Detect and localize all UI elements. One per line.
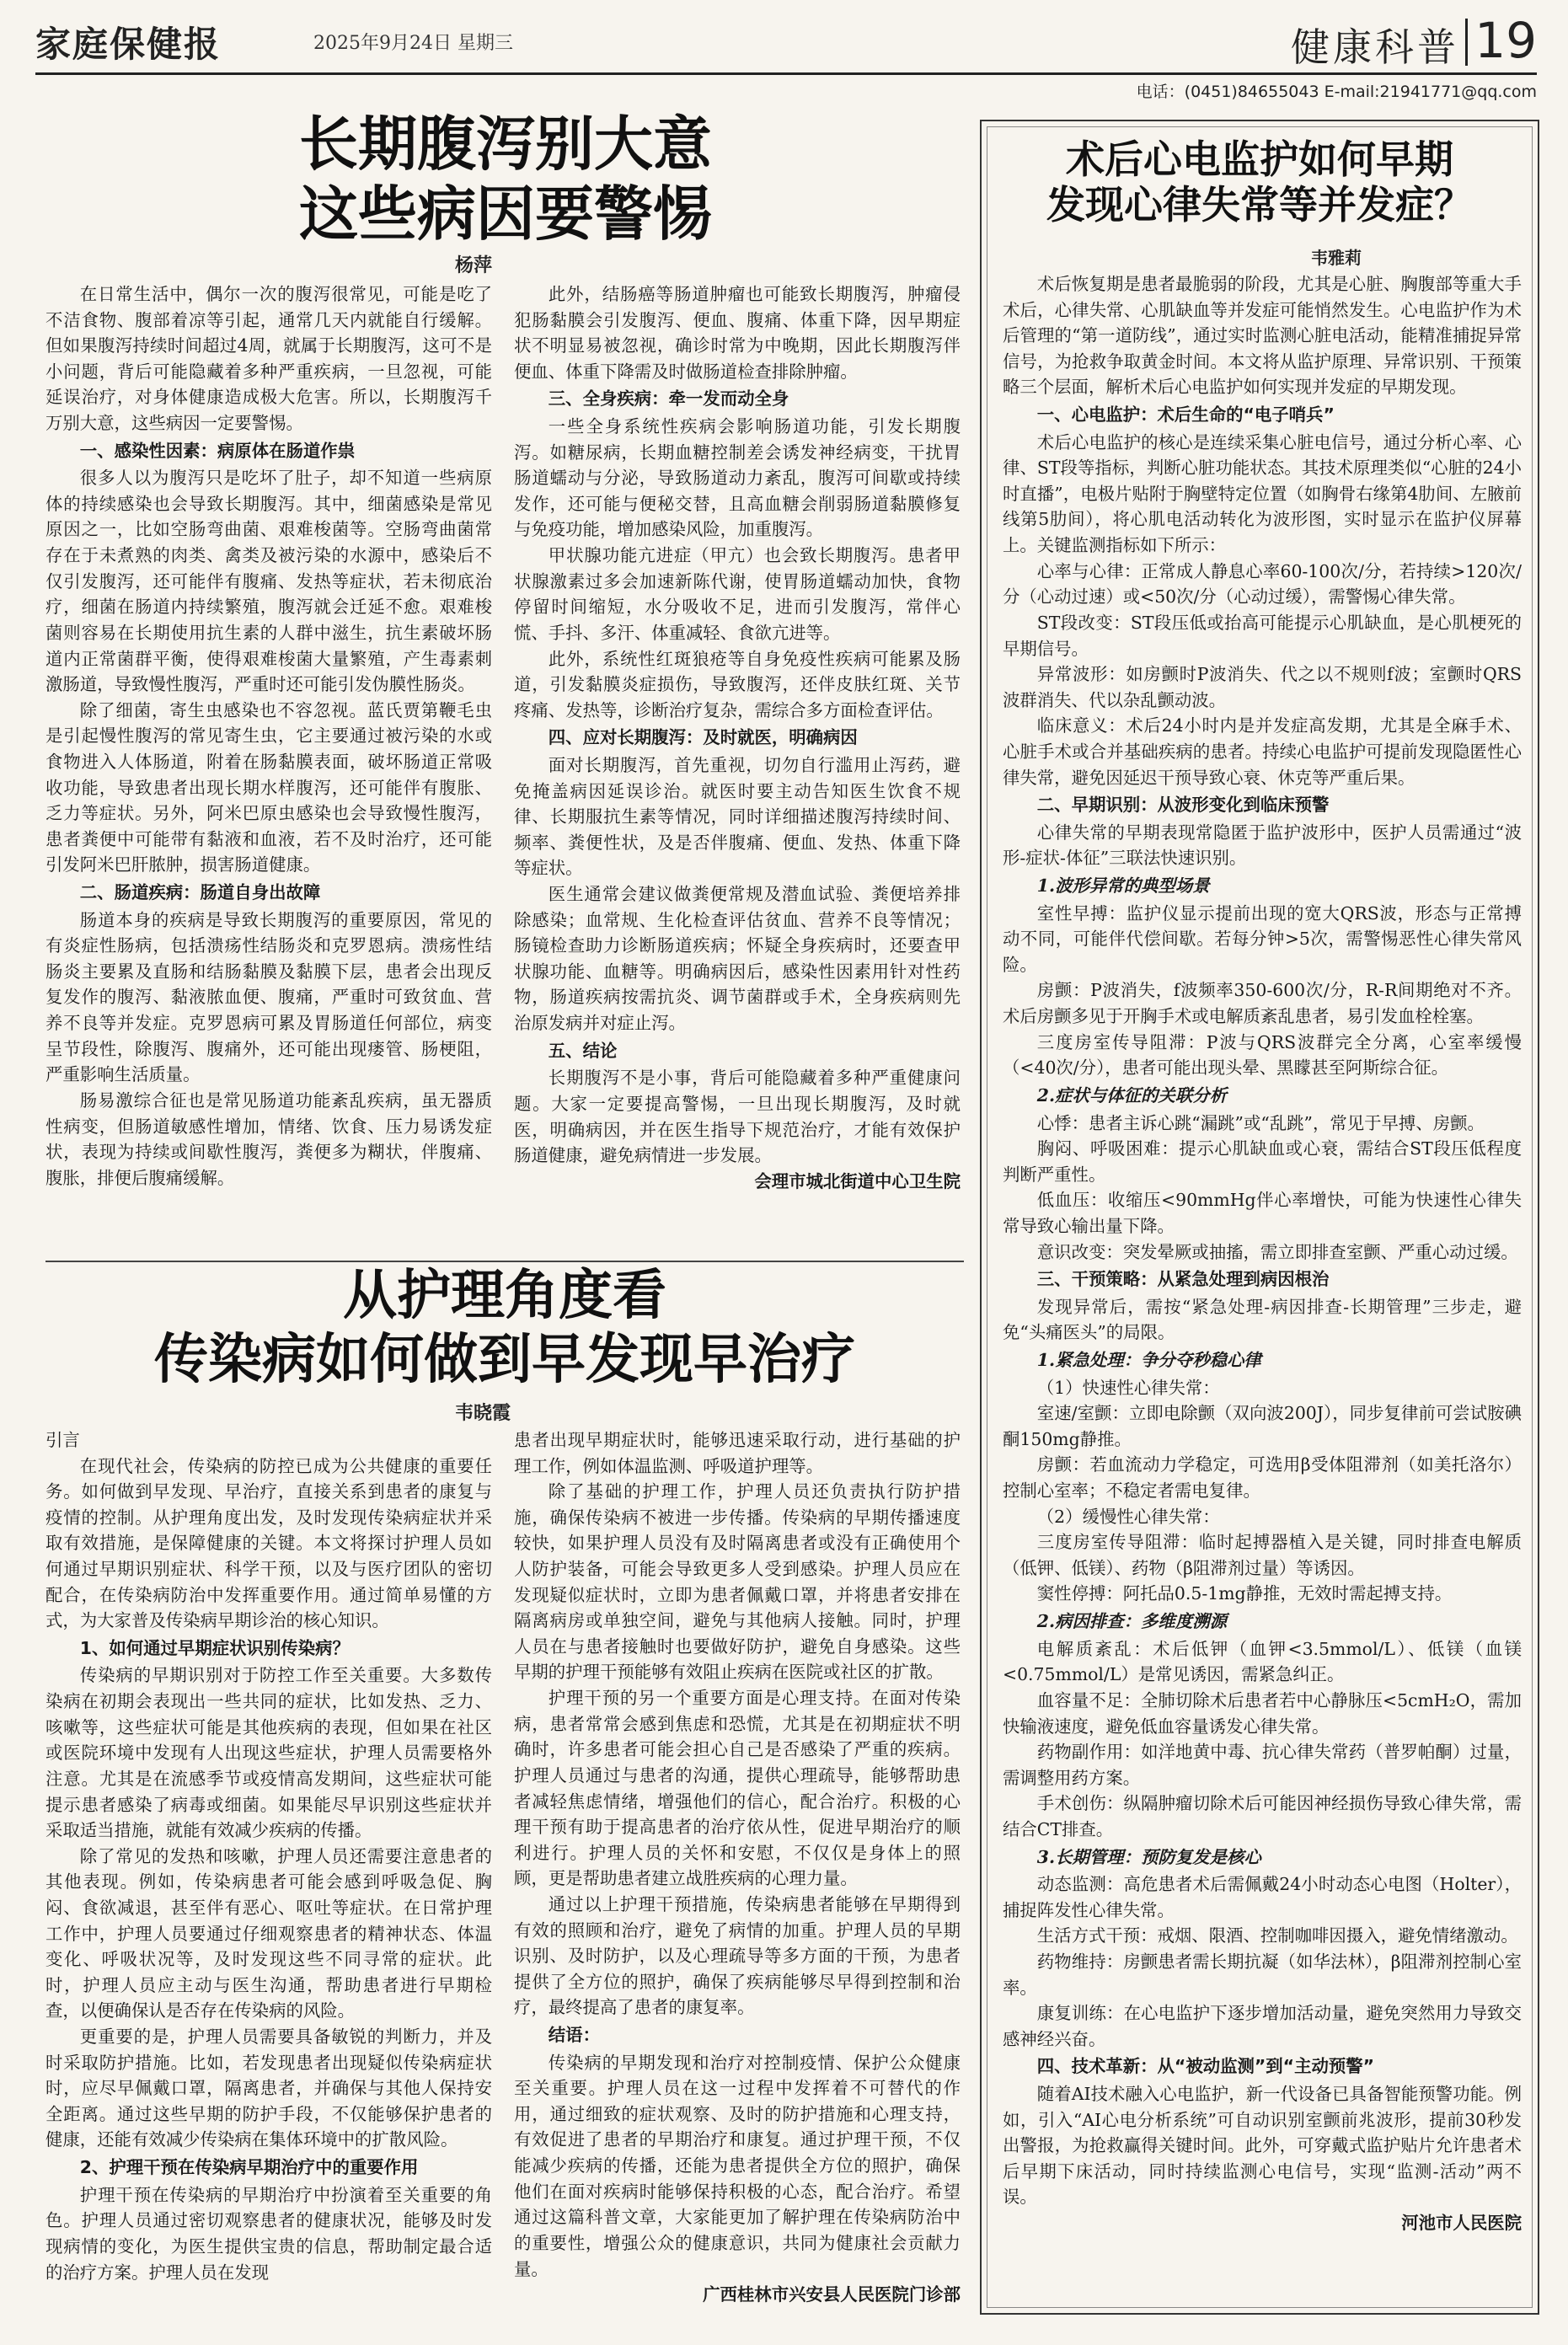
paragraph: 更重要的是，护理人员需要具备敏锐的判断力，并及时采取防护措施。比如，若发现患者出现疑似传染病症状时，应尽早佩戴口罩，隔离患者，并确保与其他人保持安全距离。通过这些早期的防护手段，不仅能够保护患者的健康，还能有效减少传染病在集体环境中的扩散风险。 — [45, 2026, 492, 2150]
paragraph: 生活方式干预：戒烟、限酒、控制咖啡因摄入，避免情绪激动。 — [1036, 1925, 1518, 1946]
paragraph: （1）快速性心律失常： — [1036, 1377, 1220, 1398]
article1-title-line1: 长期腹泻别大意 — [299, 109, 712, 179]
article2-body — [45, 1427, 961, 2321]
paragraph: 意识改变：突发晕厥或抽搐，需立即排查室颤、严重心动过缓。 — [1036, 1241, 1518, 1262]
paragraph: 护理干预在传染病的早期治疗中扮演着至关重要的角色。护理人员通过密切观察患者的健康状况，能够及时发现病情的变化，为医生提供宝贵的信息，帮助制定最合适的治疗方案。护理人员在发现 — [45, 2184, 492, 2283]
paragraph: 面对长期腹泻，首先重视，切勿自行滥用止泻药，避免掩盖病因延误诊治。就医时要主动告知医生饮食不规律、长期服抗生素等情况，同时详细描述腹泻持续时间、频率、粪便性状，及是否伴腹痛、便血、发热、体重下降等症状。 — [514, 754, 961, 879]
article1-column-2 — [514, 281, 961, 1259]
subsection-heading: 3.长期管理：预防复发是核心 — [1036, 1846, 1261, 1867]
article1-header — [84, 110, 927, 249]
paragraph: 心悸：患者主诉心跳“漏跳”或“乱跳”，常见于早搏、房颤。 — [1036, 1112, 1485, 1133]
paragraph: 三度房室传导阻滞：P波与QRS波群完全分离，心室率缓慢（<40次/分），患者可能出现头晕、黑矇甚至阿斯综合征。 — [1003, 1031, 1522, 1079]
author-affiliation: 河池市人民医院 — [1401, 2213, 1522, 2234]
paragraph: 胸闷、呼吸困难：提示心肌缺血或心衰，需结合ST段压低程度判断严重性。 — [1003, 1138, 1522, 1185]
section-heading: 四、应对长期腹泻：及时就医，明确病因 — [548, 727, 858, 748]
article3-column — [1003, 271, 1522, 2302]
article1-column-1 — [45, 281, 492, 1259]
paragraph: 引言 — [45, 1430, 80, 1450]
paragraph: 心律失常的早期表现常隐匿于监护波形中，医护人员需通过“波形-症状-体征”三联法快速识别。 — [1003, 822, 1522, 869]
paragraph: 动态监测：高危患者术后需佩戴24小时动态心电图（Holter），捕捉阵发性心律失常。 — [1003, 1874, 1522, 1920]
author-affiliation: 会理市城北街道中心卫生院 — [754, 1170, 961, 1191]
article3-body — [1003, 271, 1522, 2302]
paragraph: ST段改变：ST段压低或抬高可能提示心肌缺血，是心肌梗死的早期信号。 — [1003, 612, 1522, 659]
paragraph: 护理干预的另一个重要方面是心理支持。在面对传染病，患者常常会感到焦虑和恐慌，尤其是在初期症状不明确时，许多患者可能会担心自己是否感染了严重的疾病。护理人员通过与患者的沟通，提供心理疏导，能够帮助患者减轻焦虑情绪，增强他们的信心，配合治疗。积极的心理干预有助于提高患者的治疗依从性，促进早期治疗的顺利进行。护理人员的关怀和安慰，不仅仅是身体上的照顾，更是帮助患者建立战胜疾病的心理力量。 — [514, 1688, 961, 1889]
page-number: 19 — [1474, 12, 1537, 69]
paragraph: 窦性停搏：阿托品0.5-1mg静推，无效时需起搏支持。 — [1036, 1583, 1453, 1604]
paragraph: 血容量不足：全肺切除术后患者若中心静脉压<5cmH₂O，需加快输液速度，避免低血容量诱发心律失常。 — [1003, 1689, 1522, 1737]
article1-title-line2: 这些病因要警惕 — [299, 178, 712, 249]
article2-column-1 — [45, 1427, 492, 2321]
article2-author: 韦晓霞 — [455, 1402, 511, 1424]
header-rule — [35, 72, 1537, 75]
paragraph: 传染病的早期识别对于防控工作至关重要。大多数传染病在初期会表现出一些共同的症状，比如发热、乏力、咳嗽等，这些症状可能是其他疾病的表现，但如果在社区或医院环境中发现有人出现这些症状，护理人员需要格外注意。尤其是在流感季节或疫情高发期间，这些症状可能提示患者感染了病毒或细菌。如果能尽早识别这些症状并采取适当措施，就能有效减少疾病的传播。 — [45, 1665, 492, 1841]
contact-info: 电话：(0451)84655043 E-mail:21941771@qq.com — [1136, 83, 1537, 101]
paragraph: 一些全身系统性疾病会影响肠道功能，引发长期腹泻。如糖尿病，长期血糖控制差会诱发神经病变，干扰胃肠道蠕动与分泌，导致肠道动力紊乱，腹泻可间歇或持续发作，还可能与便秘交替，且高血糖会削弱肠道黏膜修复与免疫功能，增加感染风险，加重腹泻。 — [514, 416, 961, 540]
paragraph: 电解质紊乱：术后低钾（血钾<3.5mmol/L）、低镁（血镁<0.75mmol/L）是常见诱因，需紧急纠正。 — [1003, 1638, 1522, 1685]
paragraph: 房颤：P波消失，f波频率350-600次/分，R-R间期绝对不齐。术后房颤多见于开胸手术或电解质紊乱患者，易引发血栓栓塞。 — [1003, 980, 1522, 1027]
paragraph: 通过以上护理干预措施，传染病患者能够在早期得到有效的照顾和治疗，避免了病情的加重。护理人员的早期识别、及时防护，以及心理疏导等多方面的干预，为患者提供了全方位的照护，确保了疾病能够尽早得到控制和治疗，最终提高了患者的康复率。 — [514, 1893, 961, 2018]
paragraph: 长期腹泻不是小事，背后可能隐藏着多种严重健康问题。大家一定要提高警惕，一旦出现长期腹泻，及时就医，明确病因，并在医生指导下规范治疗，才能有效保护肠道健康，避免病情进一步发展。 — [514, 1068, 961, 1166]
paragraph: 药物维持：房颤患者需长期抗凝（如华法林），β阻滞剂控制心室率。 — [1003, 1951, 1522, 1998]
paragraph: 传染病的早期发现和治疗对控制疫情、保护公众健康至关重要。护理人员在这一过程中发挥着不可替代的作用，通过细致的症状观察、及时的防护措施和心理支持，有效促进了患者的早期治疗和康复。通过护理干预，不仅能减少疾病的传播，还能为患者提供全方位的照护，确保他们在面对疾病时能够保持积极的心态，配合治疗。希望通过这篇科普文章，大家能更加了解护理在传染病防治中的重要性，增强公众的健康意识，共同为健康社会贡献力量。 — [514, 2052, 961, 2279]
paragraph: 此外，系统性红斑狼疮等自身免疫性疾病可能累及肠道，引发黏膜炎症损伤，导致腹泻，还伴皮肤红斑、关节疼痛、发热等，诊断治疗复杂，需综合多方面检查评估。 — [514, 648, 961, 720]
paragraph: 除了细菌，寄生虫感染也不容忽视。蓝氏贾第鞭毛虫是引起慢性腹泻的常见寄生虫，它主要通过被污染的水或食物进入人体肠道，附着在肠黏膜表面，破坏肠道正常吸收功能，导致患者出现长期水样腹泻，还可能伴有腹胀、乏力等症状。另外，阿米巴原虫感染也会导致慢性腹泻，患者粪便中可能带有黏液和血液，若不及时治疗，还可能引发阿米巴肝脓肿，损害肠道健康。 — [45, 699, 492, 875]
paragraph: 房颤：若血流动力学稳定，可选用β受体阻滞剂（如美托洛尔）控制心室率；不稳定者需电复律。 — [1003, 1454, 1522, 1502]
section-heading: 结语： — [548, 2025, 600, 2046]
paragraph: 发现异常后，需按“紧急处理-病因排查-长期管理”三步走，避免“头痛医头”的局限。 — [1003, 1296, 1522, 1343]
masthead — [35, 12, 1537, 71]
paragraph: 肠道本身的疾病是导致长期腹泻的重要原因，常见的有炎症性肠病，包括溃疡性结肠炎和克罗恩病。溃疡性结肠炎主要累及直肠和结肠黏膜及黏膜下层，患者会出现反复发作的腹泻、黏液脓血便、腹痛，严重时可致贫血、营养不良等并发症。克罗恩病可累及胃肠道任何部位，病变呈节段性，除腹泻、腹痛外，还可能出现瘘管、肠梗阻，严重影响生活质量。 — [45, 909, 492, 1085]
paragraph: 除了基础的护理工作，护理人员还负责执行防护措施，确保传染病不被进一步传播。传染病的早期传播速度较快，如果护理人员没有及时隔离患者或没有正确使用个人防护装备，可能会导致更多人受到感染。护理人员应在发现疑似症状时，立即为患者佩戴口罩，并将患者安排在隔离病房或单独空间，避免与其他病人接触。同时，护理人员在与患者接触时也要做好防护，避免自身感染。这些早期的护理干预能够有效阻止疾病在医院或社区的扩散。 — [514, 1481, 961, 1683]
article-divider — [45, 1261, 964, 1262]
paragraph: 低血压：收缩压<90mmHg伴心率增快，可能为快速性心律失常导致心输出量下降。 — [1003, 1190, 1522, 1236]
section-heading: 三、干预策略：从紧急处理到病因根治 — [1036, 1269, 1330, 1290]
article2-column-2 — [514, 1427, 961, 2321]
paragraph: 在日常生活中，偶尔一次的腹泻很常见，可能是吃了不洁食物、腹部着凉等引起，通常几天内就能自行缓解。但如果腹泻持续时间超过4周，就属于长期腹泻，这可不是小问题，背后可能隐藏着多种严重疾病，一旦忽视，可能延误治疗，对身体健康造成极大危害。所以，长期腹泻千万别大意，这些病因一定要警惕。 — [45, 284, 492, 434]
paper-name: 家庭保健报 — [35, 24, 222, 65]
article1-author: 杨萍 — [455, 254, 493, 276]
article2-title-line1: 从护理角度看 — [343, 1264, 666, 1327]
paragraph: 异常波形：如房颤时P波消失、代之以不规则f波；室颤时QRS波群消失、代以杂乱颤动波。 — [1003, 664, 1522, 710]
author-affiliation: 广西桂林市兴安县人民医院门诊部 — [703, 2284, 961, 2305]
section-heading: 二、早期识别：从波形变化到临床预警 — [1036, 795, 1330, 816]
paragraph: 患者出现早期症状时，能够迅速采取行动，进行基础的护理工作，例如体温监测、呼吸道护理等。 — [514, 1430, 961, 1476]
paragraph: 医生通常会建议做粪便常规及潜血试验、粪便培养排除感染；血常规、生化检查评估贫血、营养不良等情况；肠镜检查助力诊断肠道疾病；怀疑全身疾病时，还要查甲状腺功能、血糖等。明确病因后，感染性因素用针对性药物，肠道疾病按需抗炎、调节菌群或手术，全身疾病则先治原发病并对症止泻。 — [514, 884, 961, 1034]
article1-body — [45, 281, 961, 1259]
section-heading: 一、心电监护：术后生命的“电子哨兵” — [1036, 404, 1335, 426]
section-title: 健康科普 — [1291, 24, 1459, 70]
paragraph: 在现代社会，传染病的防控已成为公共健康的重要任务。如何做到早发现、早治疗，直接关系到患者的康复与疫情的控制。从护理角度出发，及时发现传染病症状并采取有效措施，是保障健康的关键。本文将探讨护理人员如何通过早期识别症状、科学干预，以及与医疗团队的密切配合，在传染病防治中发挥重要作用。通过简单易懂的方式，为大家普及传染病早期诊治的核心知识。 — [45, 1455, 492, 1631]
paragraph: 临床意义：术后24小时内是并发症高发期，尤其是全麻手术、心脏手术或合并基础疾病的患者。持续心电监护可提前发现隐匿性心律失常，避免因延迟干预导致心衰、休克等严重后果。 — [1003, 715, 1522, 788]
paragraph: 很多人以为腹泻只是吃坏了肚子，却不知道一些病原体的持续感染也会导致长期腹泻。其中，细菌感染是常见原因之一，比如空肠弯曲菌、艰难梭菌等。空肠弯曲菌常存在于未煮熟的肉类、禽类及被污染的水源中，感染后不仅引发腹泻，还可能伴有腹痛、发热等症状，若未彻底治疗，细菌在肠道内持续繁殖，腹泻就会迁延不愈。艰难梭菌则容易在长期使用抗生素的人群中滋生，抗生素破坏肠道内正常菌群平衡，使得艰难梭菌大量繁殖，产生毒素刺激肠道，导致慢性腹泻，严重时还可能引发伪膜性肠炎。 — [45, 468, 492, 695]
paragraph: 此外，结肠癌等肠道肿瘤也可能致长期腹泻，肿瘤侵犯肠黏膜会引发腹泻、便血、腹痛、体重下降，因早期症状不明显易被忽视，确诊时常为中晚期，因此长期腹泻伴便血、体重下降需及时做肠道检查排除肿瘤。 — [514, 284, 961, 382]
section-heading: 一、感染性因素：病原体在肠道作祟 — [79, 440, 356, 461]
paragraph: 三度房室传导阻滞：临时起搏器植入是关键，同时排查电解质（低钾、低镁）、药物（β阻滞剂过量）等诱因。 — [1003, 1532, 1522, 1578]
subsection-heading: 1.波形异常的典型场景 — [1036, 875, 1210, 897]
paragraph: （2）缓慢性心律失常： — [1036, 1506, 1220, 1527]
subsection-heading: 2.病因排查：多维度溯源 — [1036, 1611, 1227, 1632]
paragraph: 手术创伤：纵隔肿瘤切除术后可能因神经损伤导致心律失常，需结合CT排查。 — [1003, 1793, 1522, 1839]
paragraph: 康复训练：在心电监护下逐步增加活动量，避免突然用力导致交感神经兴奋。 — [1003, 2003, 1522, 2049]
article3-header — [994, 137, 1525, 228]
issue-date: 2025年9月24日 星期三 — [313, 33, 513, 54]
paragraph: 室性早搏：监护仪显示提前出现的宽大QRS波，形态与正常搏动不同，可能伴代偿间歇。若每分钟>5次，需警惕恶性心律失常风险。 — [1003, 902, 1522, 975]
subsection-heading: 2.症状与体征的关联分析 — [1036, 1084, 1227, 1106]
section-heading: 五、结论 — [548, 1040, 618, 1061]
paragraph: 室速/室颤：立即电除颤（双向波200J），同步复律前可尝试胺碘酮150mg静推。 — [1003, 1403, 1522, 1449]
paragraph: 除了常见的发热和咳嗽，护理人员还需要注意患者的其他表现。例如，传染病患者可能会感到呼吸急促、胸闷、食欲减退，甚至伴有恶心、呕吐等症状。在日常护理工作中，护理人员要通过仔细观察患者的精神状态、体温变化、呼吸状况等，及时发现这些不同寻常的症状。此时，护理人员应主动与医生沟通，帮助患者进行早期检查，以便确保认是否存在传染病的风险。 — [45, 1845, 492, 2021]
subsection-heading: 1.紧急处理：争分夺秒稳心律 — [1036, 1349, 1261, 1370]
article2-title-line2: 传染病如何做到早发现早治疗 — [154, 1327, 855, 1391]
paragraph: 术后心电监护的核心是连续采集心脏电信号，通过分析心率、心律、ST段等指标，判断心脏功能状态。其技术原理类似“心脏的24小时直播”，电极片贴附于胸壁特定位置（如胸骨右缘第4肋间、左腋前线第5肋间），将心肌电活动转化为波形图，实时显示在监护仪屏幕上。关键监测指标如下所示： — [1003, 431, 1522, 556]
paragraph: 甲状腺功能亢进症（甲亢）也会致长期腹泻。患者甲状腺激素过多会加速新陈代谢，使胃肠道蠕动加快，食物停留时间缩短，水分吸收不足，进而引发腹泻，常伴心慌、手抖、多汗、体重减轻、食欲亢进等。 — [514, 545, 961, 643]
masthead-divider — [1465, 19, 1468, 66]
article3-author: 韦雅莉 — [1311, 248, 1362, 268]
section-heading: 四、技术革新：从“被动监测”到“主动预警” — [1036, 2056, 1375, 2077]
section-heading: 1、如何通过早期症状识别传染病？ — [79, 1637, 350, 1658]
article2-header — [45, 1264, 964, 1391]
paragraph: 术后恢复期是患者最脆弱的阶段，尤其是心脏、胸腹部等重大手术后，心律失常、心肌缺血等并发症可能悄然发生。心电监护作为术后管理的“第一道防线”，通过实时监测心脏电活动，能精准捕捉异常信号，为抢救争取黄金时间。本文将从监护原理、异常识别、干预策略三个层面，解析术后心电监护如何实现并发症的早期发现。 — [1003, 274, 1522, 398]
paragraph: 心率与心律：正常成人静息心率60-100次/分，若持续>120次/分（心动过速）或<50次/分（心动过缓），需警惕心律失常。 — [1003, 560, 1522, 608]
paragraph: 随着AI技术融入心电监护，新一代设备已具备智能预警功能。例如，引入“AI心电分析系统”可自动识别室颤前兆波形，提前30秒发出警报，为抢救赢得关键时间。此外，可穿戴式监护贴片允许患者术后早期下床活动，同时持续监测心电信号，实现“监测-活动”两不误。 — [1003, 2084, 1522, 2208]
article3-title-line1: 术后心电监护如何早期 — [1066, 137, 1453, 182]
paragraph: 肠易激综合征也是常见肠道功能紊乱疾病，虽无器质性病变，但肠道敏感性增加，情绪、饮食、压力易诱发症状，表现为持续或间歇性腹泻，粪便多为糊状，伴腹痛、腹胀，排便后腹痛缓解。 — [45, 1090, 492, 1188]
section-heading: 三、全身疾病：牵一发而动全身 — [548, 388, 789, 410]
section-heading: 2、护理干预在传染病早期治疗中的重要作用 — [79, 2157, 419, 2178]
paragraph: 药物副作用：如洋地黄中毒、抗心律失常药（普罗帕酮）过量，需调整用药方案。 — [1003, 1742, 1522, 1788]
section-heading: 二、肠道疾病：肠道自身出故障 — [79, 882, 321, 903]
article3-title-line2: 发现心律失常等并发症？ — [1046, 182, 1473, 228]
